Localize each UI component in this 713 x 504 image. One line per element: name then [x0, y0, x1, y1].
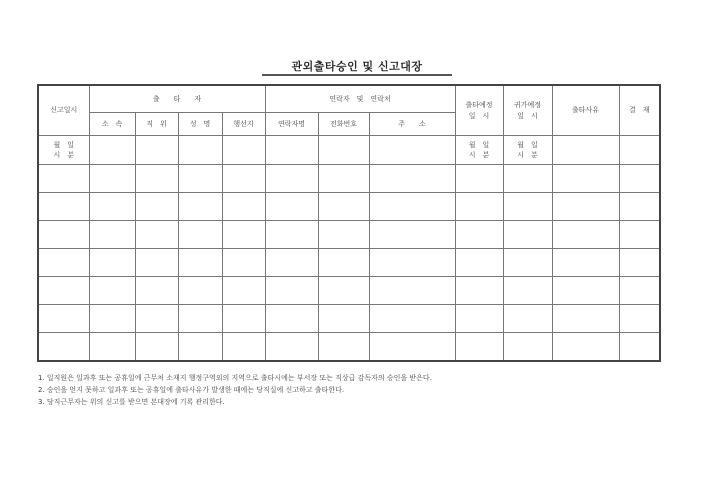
table-cell — [552, 221, 619, 249]
table-cell — [552, 277, 619, 305]
table-cell — [38, 193, 89, 221]
table-cell — [222, 277, 265, 305]
table-cell — [178, 305, 222, 333]
table-cell — [455, 193, 503, 221]
table-cell — [89, 333, 135, 362]
table-cell — [265, 333, 318, 362]
table-cell — [318, 165, 369, 193]
table-cell — [135, 221, 178, 249]
table-cell — [89, 193, 135, 221]
table-cell — [222, 305, 265, 333]
table-cell — [369, 193, 455, 221]
table-row — [38, 333, 660, 362]
row-planned-return-template: 월 일 시 분 — [503, 136, 552, 165]
table-cell — [222, 165, 265, 193]
table-cell — [38, 277, 89, 305]
table-cell — [503, 277, 552, 305]
table-cell — [265, 165, 318, 193]
table-cell — [318, 333, 369, 362]
table-cell — [135, 305, 178, 333]
table-row — [38, 165, 660, 193]
table-cell — [455, 277, 503, 305]
header-row-1 — [38, 85, 660, 113]
table-cell — [178, 136, 222, 165]
table-row — [38, 136, 660, 165]
subheader-affiliation: 소 속 — [89, 113, 135, 136]
table-cell — [369, 165, 455, 193]
table-cell — [178, 221, 222, 249]
page-title: 관외출타승인 및 신고대장 — [291, 60, 423, 73]
table-cell — [89, 221, 135, 249]
table-cell — [503, 333, 552, 362]
table-cell — [552, 165, 619, 193]
table-cell — [38, 221, 89, 249]
header-planned-return: 귀가예정 일 시 — [503, 85, 552, 136]
table-cell — [38, 249, 89, 277]
table-cell — [89, 305, 135, 333]
table-cell — [318, 249, 369, 277]
note-item: 2. 승인을 얻지 못하고 일과후 또는 공휴일에 출타사유가 발생한 때에는 당직실에 신고하고 출타한다. — [38, 386, 345, 394]
table-cell — [455, 305, 503, 333]
table-cell — [178, 193, 222, 221]
table-row — [38, 193, 660, 221]
table-cell — [369, 221, 455, 249]
table-cell — [455, 249, 503, 277]
table-cell — [318, 305, 369, 333]
table-cell — [619, 277, 660, 305]
header-contact-group: 연락자 및 연락처 — [265, 85, 455, 113]
table-cell — [552, 333, 619, 362]
table-cell — [89, 136, 135, 165]
table-cell — [265, 193, 318, 221]
table-cell — [369, 249, 455, 277]
table-cell — [503, 305, 552, 333]
table-cell — [265, 305, 318, 333]
table-cell — [135, 277, 178, 305]
subheader-name: 성 명 — [178, 113, 222, 136]
table-cell — [38, 165, 89, 193]
notes-section — [38, 372, 678, 408]
table-cell — [178, 249, 222, 277]
table-cell — [222, 221, 265, 249]
ledger-table — [37, 84, 661, 362]
table-cell — [503, 221, 552, 249]
table-cell — [318, 221, 369, 249]
subheader-address: 주 소 — [369, 113, 455, 136]
table-cell — [552, 193, 619, 221]
table-cell — [552, 136, 619, 165]
table-cell — [455, 165, 503, 193]
table-cell — [222, 333, 265, 362]
table-cell — [265, 277, 318, 305]
table-cell — [318, 136, 369, 165]
table-cell — [503, 165, 552, 193]
table-cell — [455, 333, 503, 362]
table-cell — [369, 136, 455, 165]
table-cell — [222, 193, 265, 221]
note-item: 3. 당직근무자는 위의 신고를 받으면 본대장에 기록 관리한다. — [38, 398, 225, 406]
table-cell — [369, 333, 455, 362]
table-cell — [222, 249, 265, 277]
table-cell — [619, 165, 660, 193]
subheader-position: 직 위 — [135, 113, 178, 136]
table-cell — [552, 249, 619, 277]
table-row — [38, 249, 660, 277]
table-cell — [455, 221, 503, 249]
table-cell — [619, 193, 660, 221]
table-cell — [552, 305, 619, 333]
table-cell — [369, 305, 455, 333]
table-cell — [38, 305, 89, 333]
table-cell — [178, 165, 222, 193]
table-row — [38, 305, 660, 333]
table-cell — [89, 277, 135, 305]
table-cell — [222, 136, 265, 165]
table-cell — [265, 136, 318, 165]
table-cell — [369, 277, 455, 305]
table-cell — [135, 165, 178, 193]
table-cell — [619, 221, 660, 249]
table-cell — [318, 193, 369, 221]
table-row — [38, 221, 660, 249]
subheader-destination: 행선지 — [222, 113, 265, 136]
table-cell — [135, 249, 178, 277]
note-item: 1. 일직원은 일과후 또는 공휴일에 근무처 소재지 행정구역외의 지역으로 출타시에는 부서장 또는 직상급 감독자의 승인을 받은다. — [38, 374, 432, 382]
table-cell — [265, 221, 318, 249]
table-cell — [89, 249, 135, 277]
table-cell — [135, 193, 178, 221]
header-approval: 결 재 — [619, 85, 660, 136]
header-reason: 출타사유 — [552, 85, 619, 136]
header-report-datetime: 신고일시 — [38, 85, 89, 136]
table-cell — [135, 333, 178, 362]
row-report-datetime-template: 월 일 시 분 — [38, 136, 89, 165]
header-traveler-group: 출 타 자 — [89, 85, 265, 113]
subheader-phone: 전화번호 — [318, 113, 369, 136]
table-cell — [89, 165, 135, 193]
table-row — [38, 277, 660, 305]
table-cell — [503, 249, 552, 277]
subheader-contact-name: 연락자명 — [265, 113, 318, 136]
table-cell — [38, 333, 89, 362]
table-cell — [619, 249, 660, 277]
table-cell — [178, 333, 222, 362]
header-planned-departure: 출타예정 일 시 — [455, 85, 503, 136]
table-cell — [265, 249, 318, 277]
table-cell — [135, 136, 178, 165]
title-underline — [262, 74, 452, 76]
table-cell — [178, 277, 222, 305]
table-cell — [503, 193, 552, 221]
table-cell — [318, 277, 369, 305]
table-cell — [619, 305, 660, 333]
row-planned-departure-template: 월 일 시 분 — [455, 136, 503, 165]
table-cell — [619, 333, 660, 362]
table-cell — [619, 136, 660, 165]
